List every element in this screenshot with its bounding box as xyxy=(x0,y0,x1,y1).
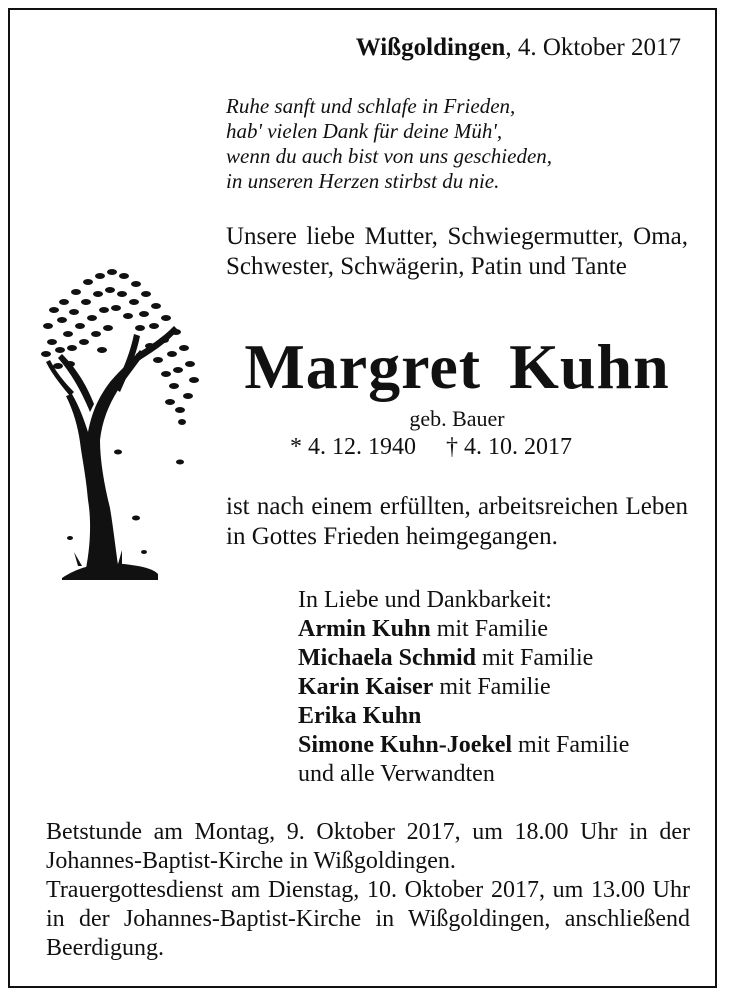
last-name: Kuhn xyxy=(509,331,670,402)
mourners-heading: In Liebe und Dankbarkeit: xyxy=(298,587,552,613)
poem-line: wenn du auch bist von uns geschieden, xyxy=(226,144,553,168)
mourner-name: Armin Kuhn xyxy=(298,616,431,642)
life-dates xyxy=(290,434,572,461)
mourner-suffix: mit Familie xyxy=(512,732,630,758)
mourner-suffix: mit Familie xyxy=(476,645,594,671)
mourner-name: Erika Kuhn xyxy=(298,703,422,729)
passing-text: ist nach einem erfüllten, arbeitsreichen Leben in Gottes Frieden heimgegangen. xyxy=(226,493,688,550)
birth-date: * 4. 12. 1940 xyxy=(290,434,416,460)
prayer-service-text: Betstunde am Montag, 9. Oktober 2017, um 18.00 Uhr in der Johannes-Baptist-Kirche in Wißgoldingen. xyxy=(46,819,690,874)
death-date: † 4. 10. 2017 xyxy=(446,434,572,460)
mourner-suffix: mit Familie xyxy=(430,616,549,642)
notice-date: , 4. Oktober 2017 xyxy=(505,34,681,61)
first-name: Margret xyxy=(244,331,482,402)
poem-line: Ruhe sanft und schlafe in Frieden, xyxy=(226,94,516,118)
service-info xyxy=(46,818,690,963)
poem-line: hab' vielen Dank für deine Müh', xyxy=(226,119,503,143)
maiden-name: geb. Bauer xyxy=(409,406,505,431)
place-name: Wißgoldingen xyxy=(355,34,506,61)
mourner-name: Simone Kuhn-Joekel xyxy=(298,732,513,758)
dateline xyxy=(356,34,681,62)
deceased-name xyxy=(226,330,688,404)
mourner-entry xyxy=(298,731,629,760)
poem xyxy=(226,94,552,194)
mourner-entry xyxy=(298,702,629,731)
mourner-name: Karin Kaiser xyxy=(298,674,434,700)
tree-icon xyxy=(40,262,202,588)
mourners-closing: und alle Verwandten xyxy=(298,761,495,787)
intro-text: Unsere liebe Mutter, Schwiegermutter, Oma, Schwester, Schwägerin, Patin und Tante xyxy=(226,223,688,280)
poem-line: in unseren Herzen stirbst du nie. xyxy=(226,169,500,193)
mourner-entry xyxy=(298,644,629,673)
mourner-entry xyxy=(298,615,629,644)
mourners-list xyxy=(298,586,629,789)
mourner-name: Michaela Schmid xyxy=(298,645,476,671)
mourner-entry xyxy=(298,673,629,702)
mourner-suffix: mit Familie xyxy=(433,674,551,700)
funeral-service-text: Trauergottesdienst am Dienstag, 10. Oktober 2017, um 13.00 Uhr in der Johannes-Baptist-Kirche in Wißgoldingen, anschließend Beerdigung. xyxy=(46,877,690,961)
